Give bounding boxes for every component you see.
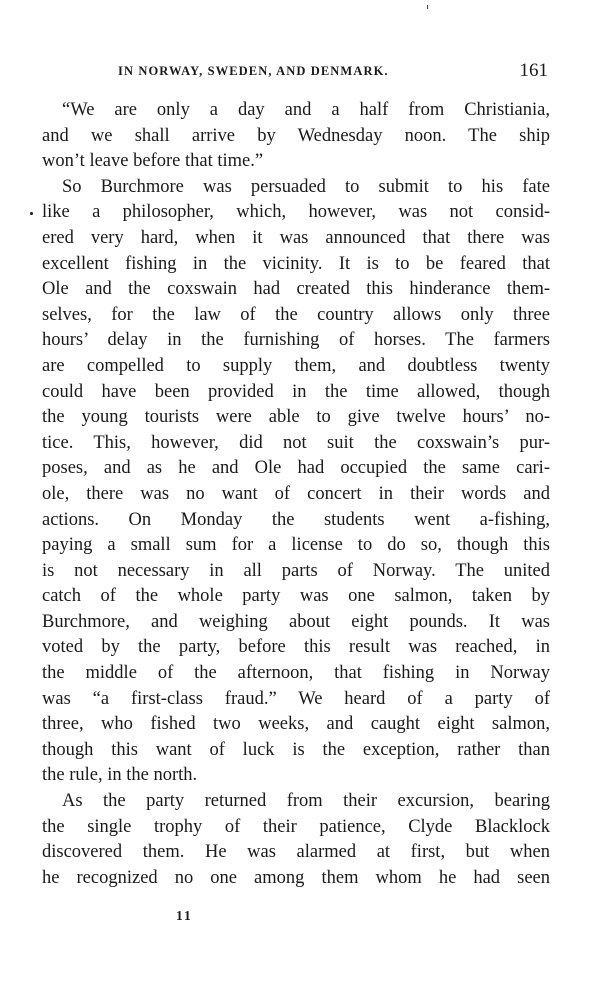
- text-line: could have been provided in the time allowed, though: [42, 381, 550, 402]
- text-line: are compelled to supply them, and doubtless twenty: [42, 355, 550, 376]
- text-line: three, who fished two weeks, and caught eight salmon,: [42, 714, 550, 735]
- text-line: he recognized no one among them whom he had seen: [42, 867, 550, 888]
- text-line: Burchmore, and weighing about eight pounds. It was: [42, 611, 550, 632]
- text-line: hours’ delay in the furnishing of horses. The farmers: [42, 330, 550, 351]
- text-line: and we shall arrive by Wednesday noon. The ship: [42, 125, 550, 146]
- text-line: the single trophy of their patience, Clyde Blacklock: [42, 816, 550, 837]
- ink-speck: [427, 5, 428, 9]
- text-line: the middle of the afternoon, that fishing in Norway: [42, 663, 550, 684]
- text-line: tice. This, however, did not suit the coxswain’s pur-: [42, 432, 550, 453]
- text-line: actions. On Monday the students went a-fishing,: [42, 509, 550, 530]
- signature-mark: 11: [176, 908, 193, 923]
- running-head: [118, 62, 548, 84]
- text-line: though this want of luck is the exception, rather than: [42, 739, 550, 760]
- text-line: voted by the party, before this result was reached, in: [42, 637, 550, 658]
- running-title: IN NORWAY, SWEDEN, AND DENMARK.: [118, 64, 389, 78]
- text-line: the rule, in the north.: [42, 765, 198, 786]
- text-line: like a philosopher, which, however, was not consid-: [42, 202, 550, 223]
- text-line: poses, and as he and Ole had occupied the same cari-: [42, 458, 550, 479]
- text-line: “We are only a day and a half from Christiania,: [62, 100, 550, 120]
- text-line: ered very hard, when it was announced that there was: [42, 227, 550, 248]
- text-line: was “a first-class fraud.” We heard of a party of: [42, 688, 550, 709]
- text-line: excellent fishing in the vicinity. It is to be feared that: [42, 253, 550, 274]
- text-line: paying a small sum for a license to do so, though this: [42, 535, 550, 556]
- text-line: ole, there was no want of concert in their words and: [42, 483, 550, 504]
- text-line: selves, for the law of the country allows only three: [42, 304, 550, 325]
- text-line: catch of the whole party was one salmon, taken by: [42, 586, 550, 607]
- text-line: is not necessary in all parts of Norway. The united: [42, 560, 550, 581]
- text-line: As the party returned from their excursion, bearing: [62, 791, 550, 812]
- text-line: Ole and the coxswain had created this hinderance them-: [42, 279, 550, 300]
- text-line: discovered them. He was alarmed at first, but when: [42, 842, 550, 863]
- body-text: [42, 98, 550, 891]
- text-line: won’t leave before that time.”: [42, 151, 264, 172]
- page-number: 161: [519, 60, 548, 81]
- text-line: So Burchmore was persuaded to submit to his fate: [62, 176, 550, 197]
- margin-mark: [30, 212, 33, 215]
- text-line: the young tourists were able to give twelve hours’ no-: [42, 407, 550, 428]
